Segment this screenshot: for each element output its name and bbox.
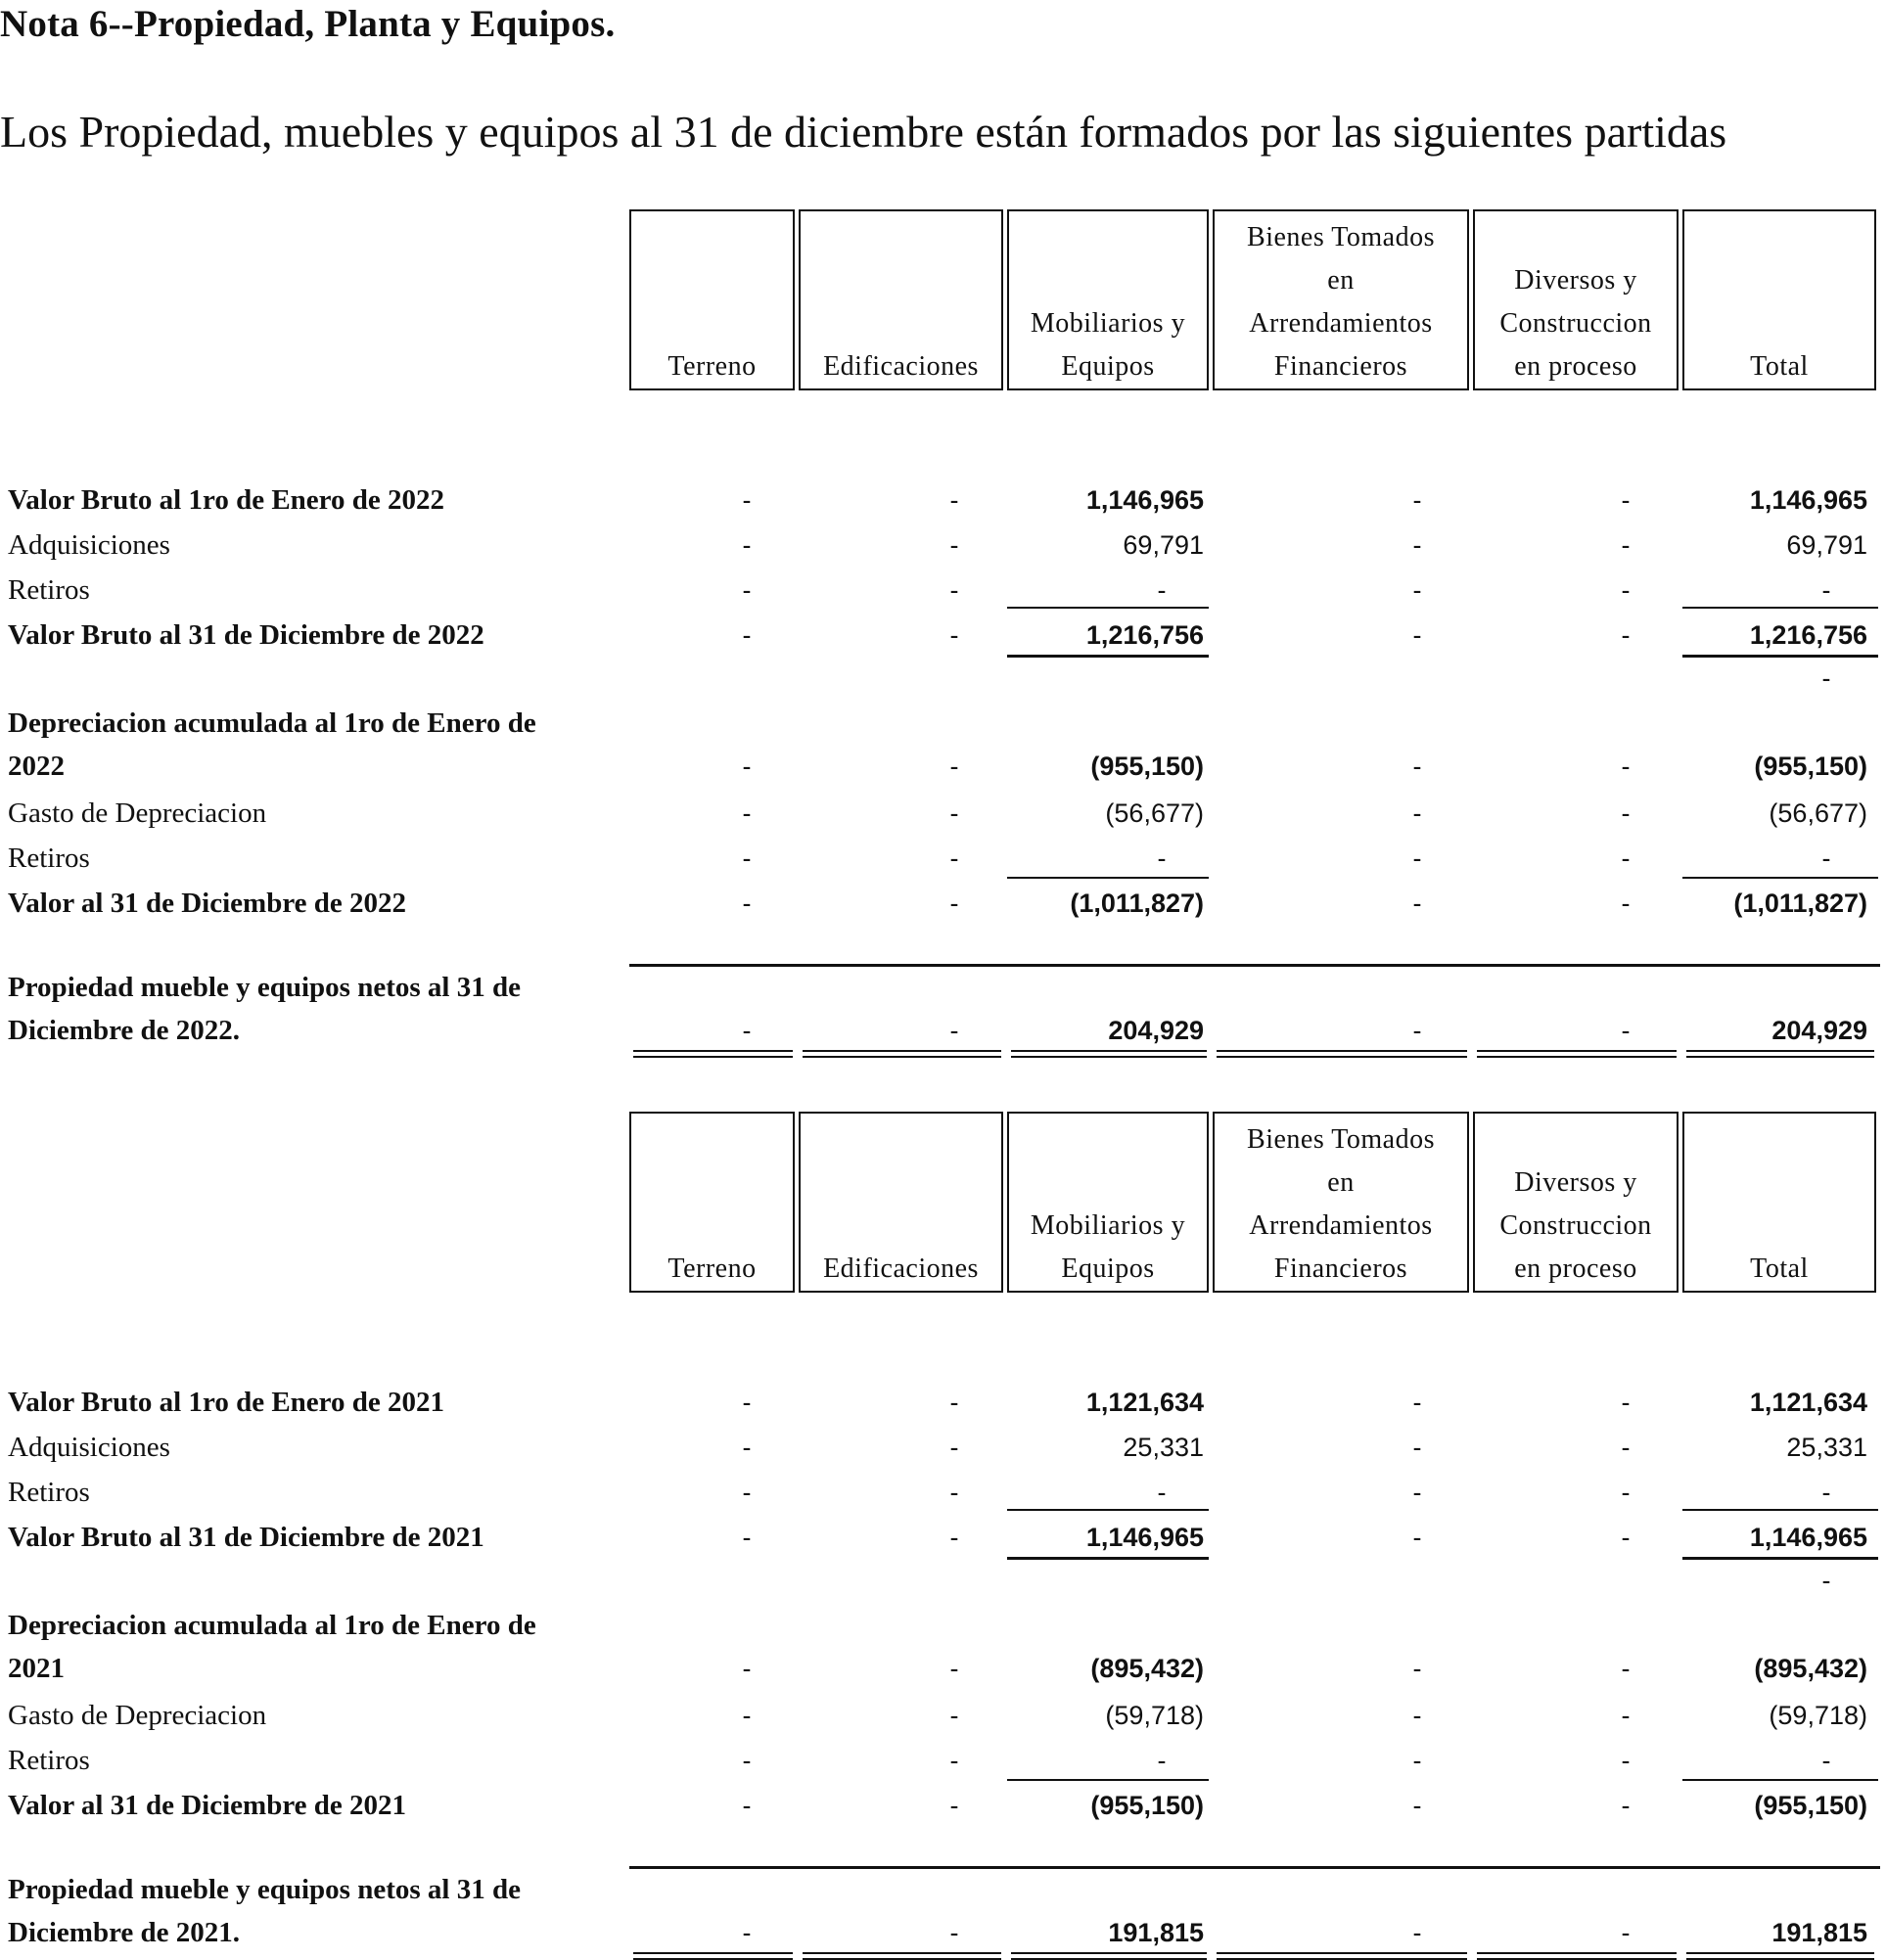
col-header-mobiliarios-line: Equipos xyxy=(1061,1253,1155,1284)
cell-dash: - xyxy=(1412,485,1422,515)
col-header-total xyxy=(1682,1112,1876,1293)
col-header-total xyxy=(1682,209,1876,390)
cell-dash: - xyxy=(742,1388,752,1417)
cell-dash: - xyxy=(949,620,959,650)
grand-total-double-rule xyxy=(1477,1952,1677,1960)
row-label-neto: Propiedad mueble y equipos netos al 31 de xyxy=(8,972,521,1003)
cell-dash: - xyxy=(1412,889,1422,918)
cell-mobiliarios-adquisiciones: 69,791 xyxy=(1123,530,1204,560)
cell-dash: - xyxy=(1621,1523,1631,1552)
col-header-terreno-line: Terreno xyxy=(667,351,757,382)
cell-dash: - xyxy=(949,1016,959,1045)
row-label-valor_fin: Valor al 31 de Diciembre de 2022 xyxy=(8,888,407,919)
cell-mobiliarios-bruto_inicio: 1,146,965 xyxy=(1085,485,1204,515)
col-header-diversos xyxy=(1473,1112,1679,1293)
cell-dash: - xyxy=(1412,1654,1422,1683)
subtotal-rule xyxy=(1007,1509,1209,1511)
row-label-adquisiciones: Adquisiciones xyxy=(8,529,170,561)
row-label-dep_inicio: Depreciacion acumulada al 1ro de Enero de xyxy=(8,1610,536,1641)
cell-dash: - xyxy=(742,620,752,650)
col-header-bienes-arrendamiento xyxy=(1213,1112,1469,1293)
subtotal-rule xyxy=(1007,607,1209,609)
cell-dash: - xyxy=(1412,620,1422,650)
cell-total-bruto_fin: 1,216,756 xyxy=(1749,620,1867,650)
cell-mobiliarios-adquisiciones: 25,331 xyxy=(1123,1433,1204,1462)
cell-mobiliarios-valor_fin: (1,011,827) xyxy=(1070,889,1204,918)
grand-total-double-rule xyxy=(1217,1952,1467,1960)
col-header-total-line: Total xyxy=(1750,351,1809,382)
cell-dash: - xyxy=(1821,1478,1831,1507)
cell-dash: - xyxy=(949,798,959,828)
cell-mobiliarios-bruto_fin: 1,216,756 xyxy=(1085,620,1204,650)
cell-total-bruto_inicio: 1,121,634 xyxy=(1749,1388,1867,1417)
col-header-mobiliarios-line: Mobiliarios y xyxy=(1030,1210,1186,1241)
cell-dash: - xyxy=(949,752,959,781)
subtotal-rule xyxy=(1007,1779,1209,1781)
row-label-valor_fin: Valor al 31 de Diciembre de 2021 xyxy=(8,1790,407,1821)
cell-dash: - xyxy=(1621,575,1631,605)
grand-total-double-rule xyxy=(1011,1952,1207,1960)
row-label-retiros: Retiros xyxy=(8,574,90,606)
cell-dash: - xyxy=(742,1478,752,1507)
cell-total-valor_fin: (955,150) xyxy=(1754,1791,1867,1820)
cell-total-neto: 191,815 xyxy=(1771,1918,1867,1947)
col-header-bienes-arrendamiento-line: Arrendamientos xyxy=(1249,1210,1433,1241)
cell-dash: - xyxy=(1157,1478,1167,1507)
cell-dash: - xyxy=(1412,798,1422,828)
cell-total-valor_fin: (1,011,827) xyxy=(1733,889,1867,918)
col-header-bienes-arrendamiento-line: Financieros xyxy=(1273,351,1408,382)
col-header-mobiliarios xyxy=(1007,209,1209,390)
row-label-retiros: Retiros xyxy=(8,1477,90,1508)
cell-dash: - xyxy=(1821,843,1831,873)
grand-total-double-rule xyxy=(633,1952,793,1960)
subtotal-rule xyxy=(1682,607,1878,609)
subtotal-rule xyxy=(1007,877,1209,879)
cell-dash: - xyxy=(1621,530,1631,560)
cell-dash: - xyxy=(949,1523,959,1552)
cell-dash: - xyxy=(742,1016,752,1045)
cell-dash: - xyxy=(742,530,752,560)
cell-dash: - xyxy=(1412,752,1422,781)
col-header-bienes-arrendamiento-line: Arrendamientos xyxy=(1249,308,1433,339)
cell-dash: - xyxy=(949,1701,959,1730)
col-header-edificaciones xyxy=(799,209,1003,390)
cell-dash: - xyxy=(949,1791,959,1820)
total-rule xyxy=(1007,655,1209,658)
cell-dash: - xyxy=(742,1654,752,1683)
cell-mobiliarios-neto: 204,929 xyxy=(1108,1016,1204,1045)
row-label-neto: Propiedad mueble y equipos netos al 31 de xyxy=(8,1874,521,1905)
col-header-bienes-arrendamiento-line: en xyxy=(1327,1167,1355,1198)
cell-dash: - xyxy=(1621,1791,1631,1820)
row-label-bruto_fin: Valor Bruto al 31 de Diciembre de 2021 xyxy=(8,1522,484,1553)
cell-dash: - xyxy=(742,485,752,515)
col-header-mobiliarios-line: Equipos xyxy=(1061,351,1155,382)
cell-dash: - xyxy=(1621,752,1631,781)
cell-dash: - xyxy=(1621,485,1631,515)
col-header-diversos xyxy=(1473,209,1679,390)
row-label-neto-cont: Diciembre de 2022. xyxy=(8,1015,241,1046)
col-header-edificaciones-line: Edificaciones xyxy=(823,351,979,382)
col-header-bienes-arrendamiento-line: Bienes Tomados xyxy=(1247,222,1435,252)
cell-mobiliarios-dep_inicio: (895,432) xyxy=(1090,1654,1204,1683)
col-header-mobiliarios-line: Mobiliarios y xyxy=(1030,308,1186,339)
col-header-terreno-line: Terreno xyxy=(667,1253,757,1284)
cell-dash: - xyxy=(1412,1791,1422,1820)
row-label-adquisiciones: Adquisiciones xyxy=(8,1432,170,1463)
total-rule xyxy=(1682,655,1878,658)
cell-dash: - xyxy=(1621,1746,1631,1775)
cell-dash: - xyxy=(1412,1918,1422,1947)
cell-dash: - xyxy=(742,843,752,873)
cell-dash: - xyxy=(949,889,959,918)
cell-dash: - xyxy=(1157,575,1167,605)
intro-text: Los Propiedad, muebles y equipos al 31 de diciembre están formados por las siguientes partidas xyxy=(0,107,1727,157)
cell-dash: - xyxy=(1157,1746,1167,1775)
cell-dash: - xyxy=(949,1746,959,1775)
row-label-bruto_inicio: Valor Bruto al 1ro de Enero de 2021 xyxy=(8,1387,445,1418)
cell-dash: - xyxy=(742,1701,752,1730)
cell-total-neto: 204,929 xyxy=(1771,1016,1867,1045)
cell-dash: - xyxy=(949,843,959,873)
cell-dash: - xyxy=(742,1746,752,1775)
row-label-bruto_fin: Valor Bruto al 31 de Diciembre de 2022 xyxy=(8,619,484,651)
subtotal-rule xyxy=(1682,877,1878,879)
row-label-gasto_dep: Gasto de Depreciacion xyxy=(8,798,267,829)
cell-dash: - xyxy=(1621,1701,1631,1730)
cell-total-bruto_inicio: 1,146,965 xyxy=(1749,485,1867,515)
neto-top-rule xyxy=(629,1866,1880,1869)
subtotal-rule xyxy=(1682,1779,1878,1781)
cell-dash: - xyxy=(742,575,752,605)
row-label-bruto_inicio: Valor Bruto al 1ro de Enero de 2022 xyxy=(8,484,445,516)
cell-mobiliarios-bruto_inicio: 1,121,634 xyxy=(1085,1388,1204,1417)
cell-dash: - xyxy=(1621,1478,1631,1507)
cell-dash: - xyxy=(742,1791,752,1820)
cell-dash: - xyxy=(1412,1701,1422,1730)
col-header-mobiliarios xyxy=(1007,1112,1209,1293)
cell-total-bruto_fin: 1,146,965 xyxy=(1749,1523,1867,1552)
row-label-dep_inicio-cont: 2021 xyxy=(8,1653,65,1684)
row-label-dep_inicio: Depreciacion acumulada al 1ro de Enero de xyxy=(8,707,536,739)
cell-dash: - xyxy=(742,1523,752,1552)
cell-dash: - xyxy=(1621,620,1631,650)
row-label-dep_inicio-cont: 2022 xyxy=(8,751,65,782)
cell-dash: - xyxy=(1821,1566,1831,1595)
cell-dash: - xyxy=(1412,1523,1422,1552)
cell-mobiliarios-valor_fin: (955,150) xyxy=(1090,1791,1204,1820)
cell-dash: - xyxy=(949,1433,959,1462)
row-label-gasto_dep: Gasto de Depreciacion xyxy=(8,1700,267,1731)
cell-dash: - xyxy=(742,752,752,781)
cell-mobiliarios-dep_inicio: (955,150) xyxy=(1090,752,1204,781)
cell-dash: - xyxy=(1621,1433,1631,1462)
table-2021 xyxy=(0,902,1886,1948)
cell-dash: - xyxy=(1412,1016,1422,1045)
row-label-neto-cont: Diciembre de 2021. xyxy=(8,1917,241,1948)
cell-dash: - xyxy=(1412,1433,1422,1462)
cell-mobiliarios-gasto_dep: (59,718) xyxy=(1105,1701,1204,1730)
cell-dash: - xyxy=(949,1654,959,1683)
grand-total-double-rule xyxy=(803,1952,1001,1960)
cell-dash: - xyxy=(949,530,959,560)
cell-dash: - xyxy=(1412,843,1422,873)
cell-dash: - xyxy=(1621,1016,1631,1045)
cell-dash: - xyxy=(1412,1746,1422,1775)
cell-dash: - xyxy=(949,1918,959,1947)
cell-dash: - xyxy=(1621,1388,1631,1417)
cell-total-gasto_dep: (59,718) xyxy=(1769,1701,1867,1730)
cell-dash: - xyxy=(1621,843,1631,873)
cell-mobiliarios-gasto_dep: (56,677) xyxy=(1105,798,1204,828)
cell-dash: - xyxy=(742,889,752,918)
cell-total-adquisiciones: 25,331 xyxy=(1786,1433,1867,1462)
cell-dash: - xyxy=(1412,1478,1422,1507)
col-header-diversos-line: Construccion xyxy=(1499,1210,1652,1241)
cell-dash: - xyxy=(949,485,959,515)
cell-total-dep_inicio: (955,150) xyxy=(1754,752,1867,781)
col-header-diversos-line: en proceso xyxy=(1514,351,1637,382)
cell-dash: - xyxy=(949,1478,959,1507)
total-rule xyxy=(1007,1557,1209,1560)
cell-dash: - xyxy=(1412,575,1422,605)
col-header-bienes-arrendamiento-line: Bienes Tomados xyxy=(1247,1124,1435,1155)
cell-total-gasto_dep: (56,677) xyxy=(1769,798,1867,828)
cell-dash: - xyxy=(742,1918,752,1947)
cell-total-dep_inicio: (895,432) xyxy=(1754,1654,1867,1683)
cell-dash: - xyxy=(1821,575,1831,605)
total-rule xyxy=(1682,1557,1878,1560)
cell-dash: - xyxy=(742,798,752,828)
row-label-retiros_dep: Retiros xyxy=(8,843,90,874)
col-header-edificaciones-line: Edificaciones xyxy=(823,1253,979,1284)
col-header-bienes-arrendamiento-line: Financieros xyxy=(1273,1253,1408,1284)
grand-total-double-rule xyxy=(1686,1952,1874,1960)
col-header-diversos-line: Diversos y xyxy=(1514,1167,1637,1198)
cell-dash: - xyxy=(1157,843,1167,873)
cell-dash: - xyxy=(1621,798,1631,828)
cell-dash: - xyxy=(1412,530,1422,560)
row-label-retiros_dep: Retiros xyxy=(8,1745,90,1776)
col-header-terreno xyxy=(629,209,795,390)
cell-dash: - xyxy=(949,1388,959,1417)
cell-total-adquisiciones: 69,791 xyxy=(1786,530,1867,560)
cell-dash: - xyxy=(1621,1654,1631,1683)
cell-dash: - xyxy=(949,575,959,605)
col-header-terreno xyxy=(629,1112,795,1293)
cell-mobiliarios-bruto_fin: 1,146,965 xyxy=(1085,1523,1204,1552)
cell-dash: - xyxy=(1621,889,1631,918)
cell-dash: - xyxy=(1821,1746,1831,1775)
col-header-edificaciones xyxy=(799,1112,1003,1293)
cell-dash: - xyxy=(742,1433,752,1462)
col-header-bienes-arrendamiento-line: en xyxy=(1327,265,1355,296)
cell-mobiliarios-neto: 191,815 xyxy=(1108,1918,1204,1947)
page-title: Nota 6--Propiedad, Planta y Equipos. xyxy=(0,3,616,45)
col-header-diversos-line: Construccion xyxy=(1499,308,1652,339)
col-header-diversos-line: Diversos y xyxy=(1514,265,1637,296)
col-header-diversos-line: en proceso xyxy=(1514,1253,1637,1284)
col-header-bienes-arrendamiento xyxy=(1213,209,1469,390)
cell-dash: - xyxy=(1821,663,1831,693)
col-header-total-line: Total xyxy=(1750,1253,1809,1284)
subtotal-rule xyxy=(1682,1509,1878,1511)
cell-dash: - xyxy=(1412,1388,1422,1417)
cell-dash: - xyxy=(1621,1918,1631,1947)
